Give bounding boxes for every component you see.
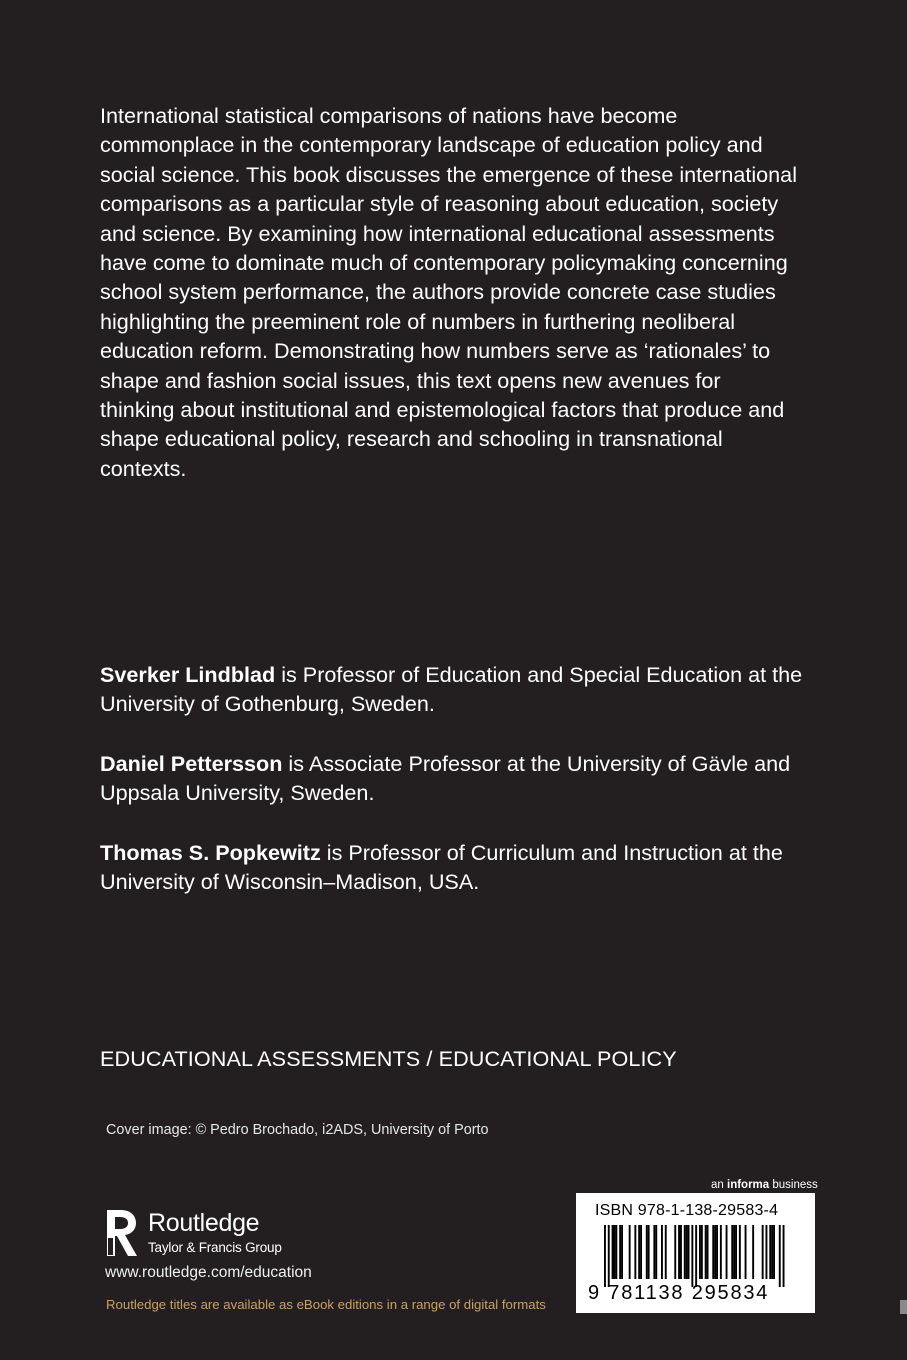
barcode-bar	[646, 1225, 648, 1279]
barcode-bar	[726, 1225, 728, 1279]
barcode-bar	[665, 1225, 667, 1279]
barcode-bar	[614, 1225, 616, 1279]
isbn-barcode	[576, 1193, 815, 1313]
barcode-bar	[640, 1225, 642, 1279]
barcode-bar	[779, 1225, 781, 1287]
barcode-bar	[638, 1225, 640, 1279]
barcode-bar	[766, 1225, 768, 1279]
barcode-bar	[705, 1225, 707, 1279]
informa-tagline	[711, 1178, 818, 1192]
barcode-bar	[612, 1225, 614, 1279]
barcode-bar	[699, 1225, 701, 1279]
barcode-bar	[680, 1225, 682, 1279]
publisher-name: Routledge	[148, 1209, 260, 1237]
author-name: Thomas S. Popkewitz	[100, 840, 321, 865]
barcode-bar	[604, 1225, 606, 1287]
barcode-bar	[661, 1225, 663, 1279]
back-cover-blurb: International statistical comparisons of nations have become commonplace in the contemporary landscape of education policy and social science. This book discusses the emergence of these international comparisons as a particular style of reasoning about education, society and science. By examining how international educational assessments have come to dominate much of contemporary policymaking concerning school system performance, the authors provide concrete case studies highlighting the preeminent role of numbers in furthering neoliberal education reform. Demonstrating how numbers serve as ‘rationales’ to shape and fashion social issues, this text opens new avenues for thinking about institutional and epistemological factors that produce and shape educational policy, research and schooling in transnational contexts.	[100, 103, 797, 481]
barcode-bar	[686, 1225, 688, 1279]
author-name: Sverker Lindblad	[100, 662, 276, 687]
barcode-bar	[733, 1225, 735, 1279]
publisher-logo	[104, 1208, 354, 1262]
edge-mark	[900, 1300, 907, 1314]
barcode-bar	[752, 1225, 754, 1279]
author-description: is Professor of Education and Special Education at the University of Gothenburg, Sweden.	[100, 662, 803, 717]
barcode-bar	[653, 1225, 655, 1279]
informa-brand: informa	[727, 1179, 770, 1191]
barcode-bar	[714, 1225, 716, 1279]
author-name: Daniel Pettersson	[100, 751, 283, 776]
barcode-bar	[674, 1225, 676, 1279]
barcode-bar	[773, 1225, 775, 1279]
barcode-bar	[701, 1225, 703, 1279]
barcode-bar	[712, 1225, 714, 1279]
barcode-bar	[621, 1225, 623, 1279]
barcode-bar	[629, 1225, 631, 1279]
informa-prefix: an	[711, 1179, 727, 1191]
barcode-bar	[707, 1225, 709, 1279]
barcode-bar	[619, 1225, 621, 1279]
barcode-bar	[769, 1225, 771, 1279]
barcode-bar	[648, 1225, 650, 1279]
barcode-bar	[731, 1225, 733, 1279]
author-bio-popkewitz	[100, 838, 810, 897]
barcode-bar	[771, 1225, 773, 1279]
barcode-bar	[762, 1225, 764, 1279]
barcode-bar	[615, 1225, 617, 1279]
publisher-website[interactable]: www.routledge.com/education	[105, 1264, 312, 1281]
author-bio-lindblad	[100, 660, 810, 719]
isbn-label: ISBN 978-1-138-29583-4	[595, 1202, 779, 1219]
ebook-availability-note: Routledge titles are available as eBook editions in a range of digital formats	[106, 1297, 546, 1312]
barcode-bar	[678, 1225, 680, 1279]
barcode-bar	[691, 1225, 693, 1287]
author-description: is Associate Professor at the University of Gävle and Uppsala University, Sweden.	[100, 751, 791, 806]
informa-suffix: business	[769, 1179, 818, 1191]
publisher-group: Taylor & Francis Group	[148, 1240, 282, 1255]
cover-image-credit: Cover image: © Pedro Brochado, i2ADS, University of Porto	[106, 1122, 489, 1138]
barcode-bar	[634, 1225, 636, 1279]
barcode-bar	[695, 1225, 697, 1287]
routledge-logo-icon	[104, 1208, 140, 1258]
barcode-bar	[716, 1225, 718, 1279]
subject-category: EDUCATIONAL ASSESSMENTS / EDUCATIONAL POLICY	[100, 1046, 677, 1071]
author-bio-pettersson	[100, 749, 810, 808]
barcode-bar	[739, 1225, 741, 1279]
barcode-bar	[655, 1225, 657, 1279]
barcode-bar	[688, 1225, 690, 1279]
barcode-bar	[735, 1225, 737, 1279]
barcode-bar	[783, 1225, 785, 1287]
author-description: is Professor of Curriculum and Instruction at the University of Wisconsin–Madison, USA.	[100, 840, 783, 895]
barcode-bar	[720, 1225, 722, 1279]
barcode-bar	[608, 1225, 610, 1287]
barcode-digits: 9 781138 295834	[588, 1282, 770, 1304]
barcode-bar	[745, 1225, 747, 1279]
barcode-bar	[684, 1225, 686, 1279]
